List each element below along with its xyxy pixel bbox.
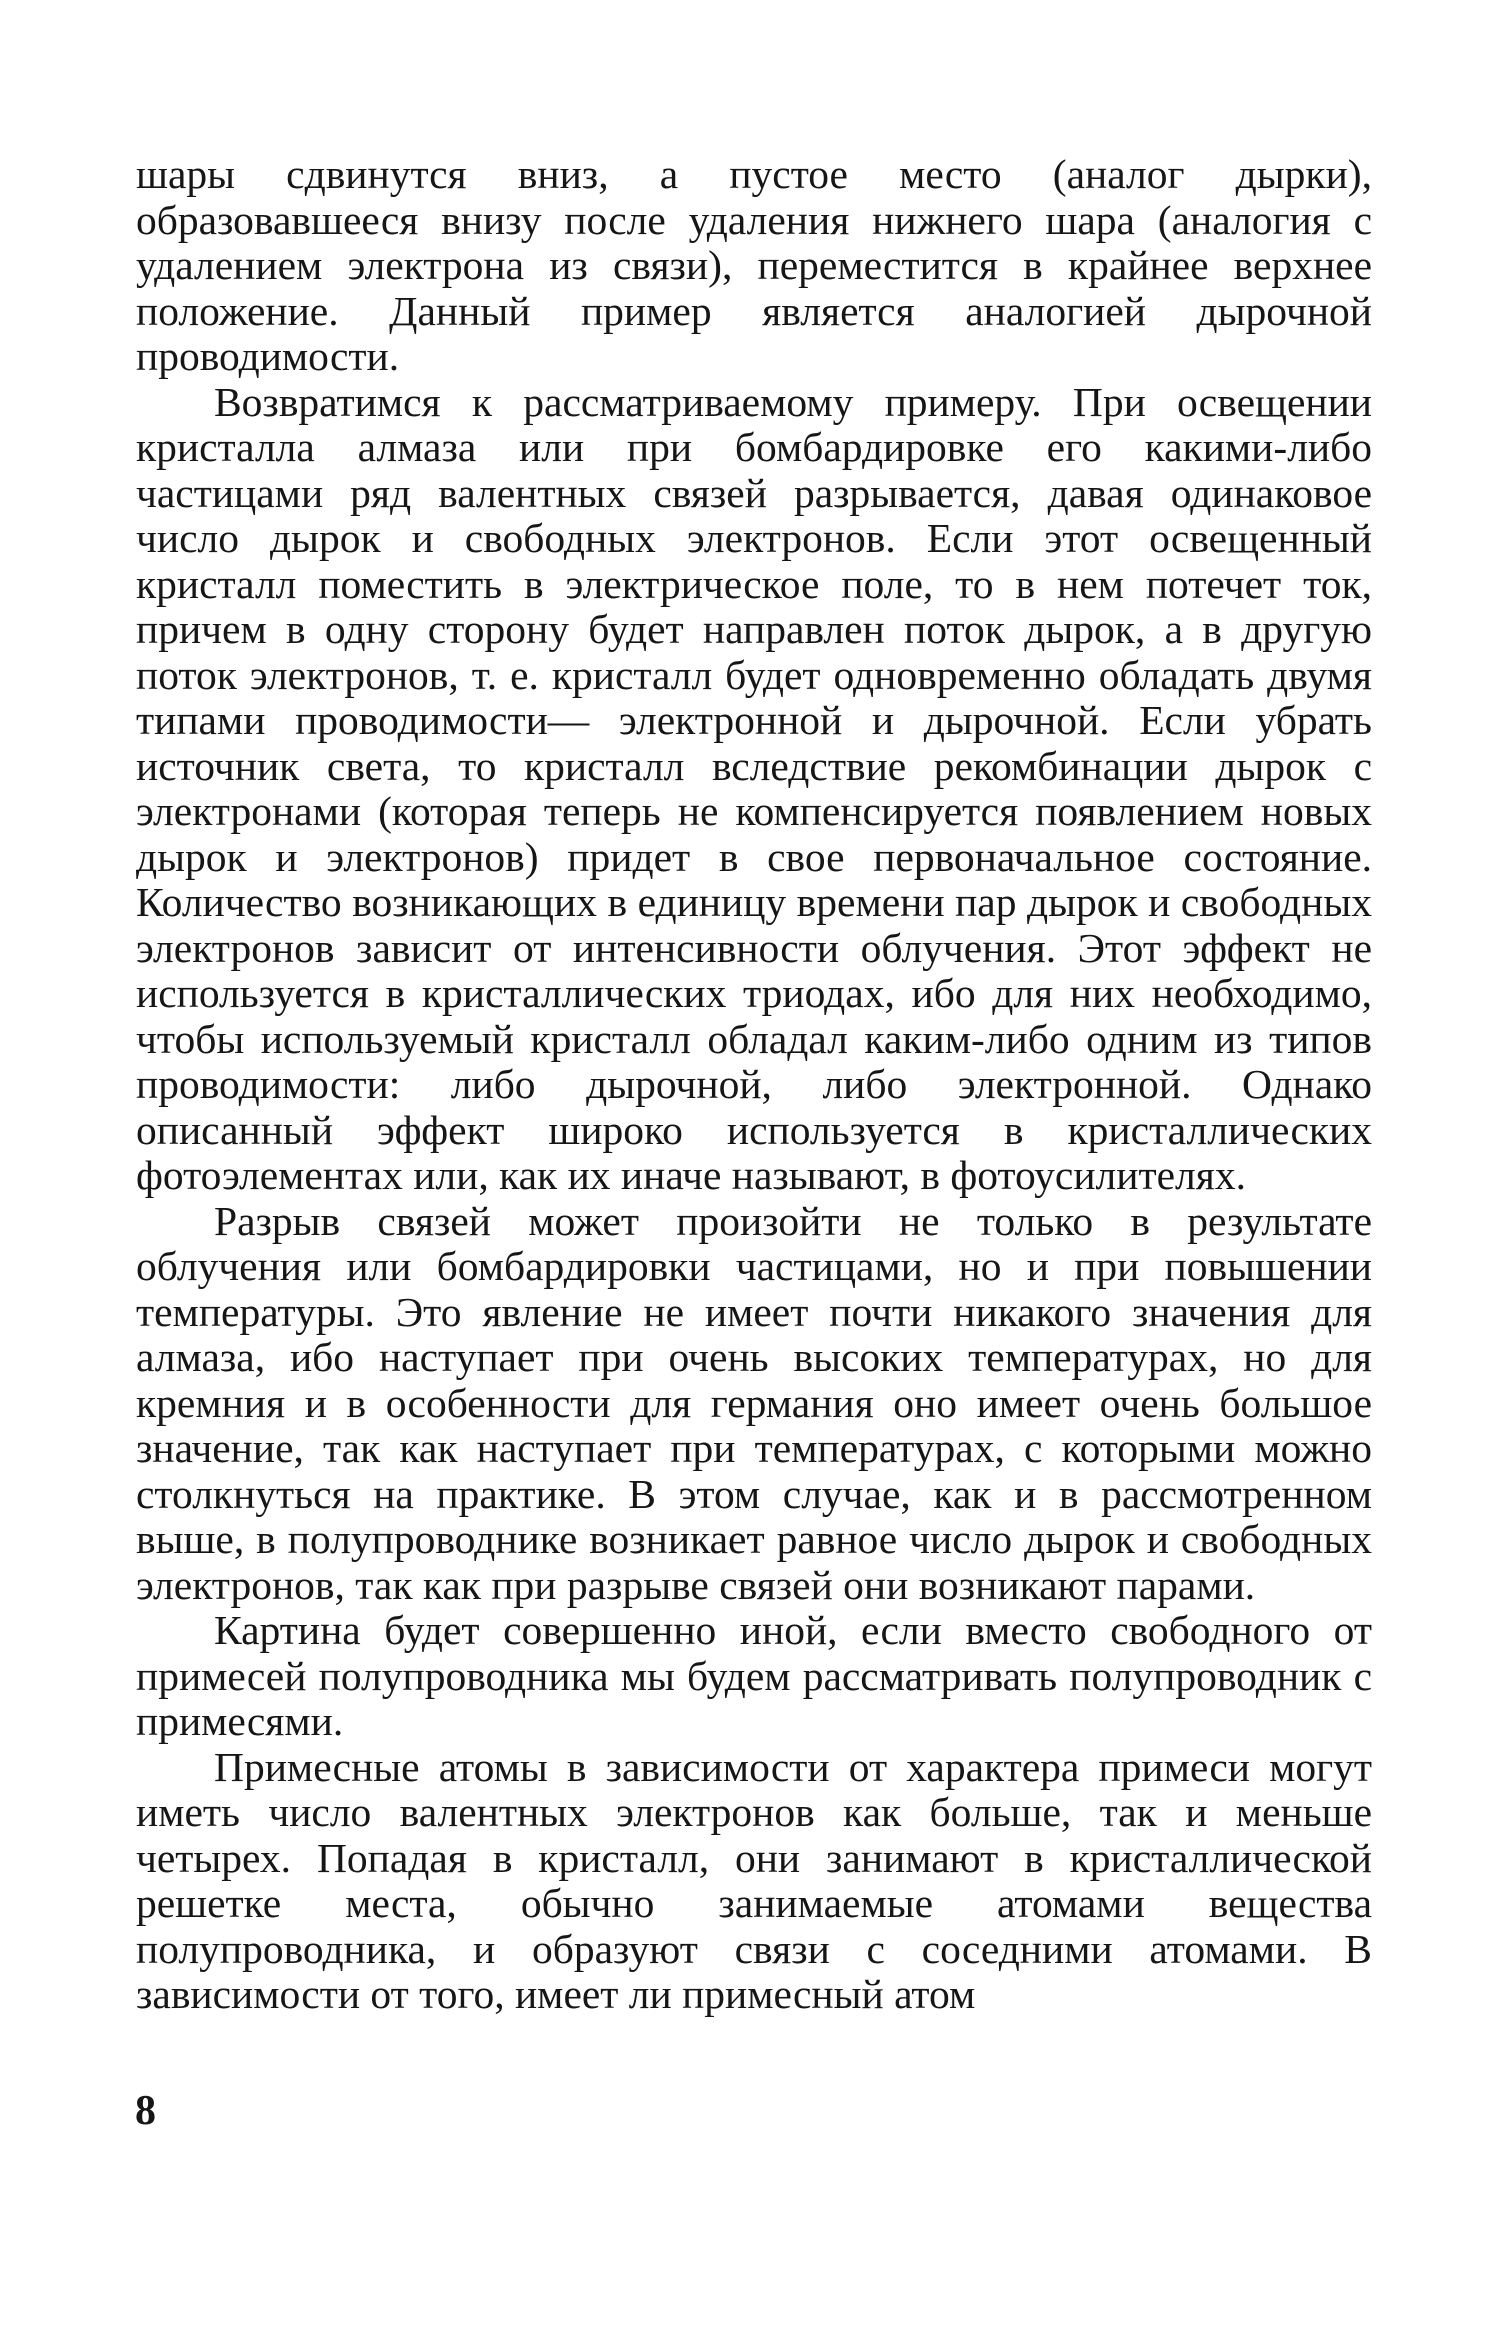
paragraph-1: шары сдвинутся вниз, а пустое место (аналог дырки), образовавшееся внизу после удаления нижнего шара (аналогия с удалением электрона из связи), переместится в крайнее верхнее положение. Данный пример является аналогией дырочной проводимости. [136, 151, 1372, 379]
body-text [136, 152, 1372, 2018]
paragraph-4: Картина будет совершенно иной, если вместо свободного от примесей полупроводника мы будем рассматривать полупроводник с примесями. [136, 1607, 1372, 1744]
paragraph-2: Возвратимся к рассматриваемому примеру. При освещении кристалла алмаза или при бомбардировке его какими-либо частицами ряд валентных связей разрывается, давая одинаковое число дырок и свободных электронов. Если этот освещенный кристалл поместить в электрическое поле, то в нем потечет ток, причем в одну сторону будет направлен поток дырок, а в другую поток электронов, т. е. кристалл будет одновременно обладать двумя типами проводимости— электронной и дырочной. Если убрать источник света, то кристалл вследствие рекомбинации дырок с электронами (которая теперь не компенсируется появлением новых дырок и электронов) придет в свое первоначальное состояние. Количество возникающих в единицу времени пар дырок и свободных электронов зависит от интенсивности облучения. Этот эффект не используется в кристаллических триодах, ибо для них необходимо, чтобы используемый кристалл обладал каким-либо одним из типов проводимости: либо дырочной, либо электронной. Однако описанный эффект широко используется в кристаллических фотоэлементах или, как их иначе называют, в фотоусилителях. [136, 378, 1372, 1198]
paragraph-5: Примесные атомы в зависимости от характера примеси могут иметь число валентных электронов как больше, так и меньше четырех. Попадая в кристалл, они занимают в кристаллической решетке места, обычно занимаемые атомами вещества полупроводника, и образуют связи с соседними атомами. В зависимости от того, имеет ли примесный атом [136, 1743, 1372, 2017]
page-number: 8 [135, 2088, 156, 2134]
paragraph-3: Разрыв связей может произойти не только в результате облучения или бомбардировки частицами, но и при повышении температуры. Это явление не имеет почти никакого значения для алмаза, ибо наступает при очень высоких температурах, но для кремния и в особенности для германия оно имеет очень большое значение, так как наступает при температурах, с которыми можно столкнуться на практике. В этом случае, как и в рассмотренном выше, в полупроводнике возникает равное число дырок и свободных электронов, так как при разрыве связей они возникают парами. [136, 1197, 1372, 1608]
